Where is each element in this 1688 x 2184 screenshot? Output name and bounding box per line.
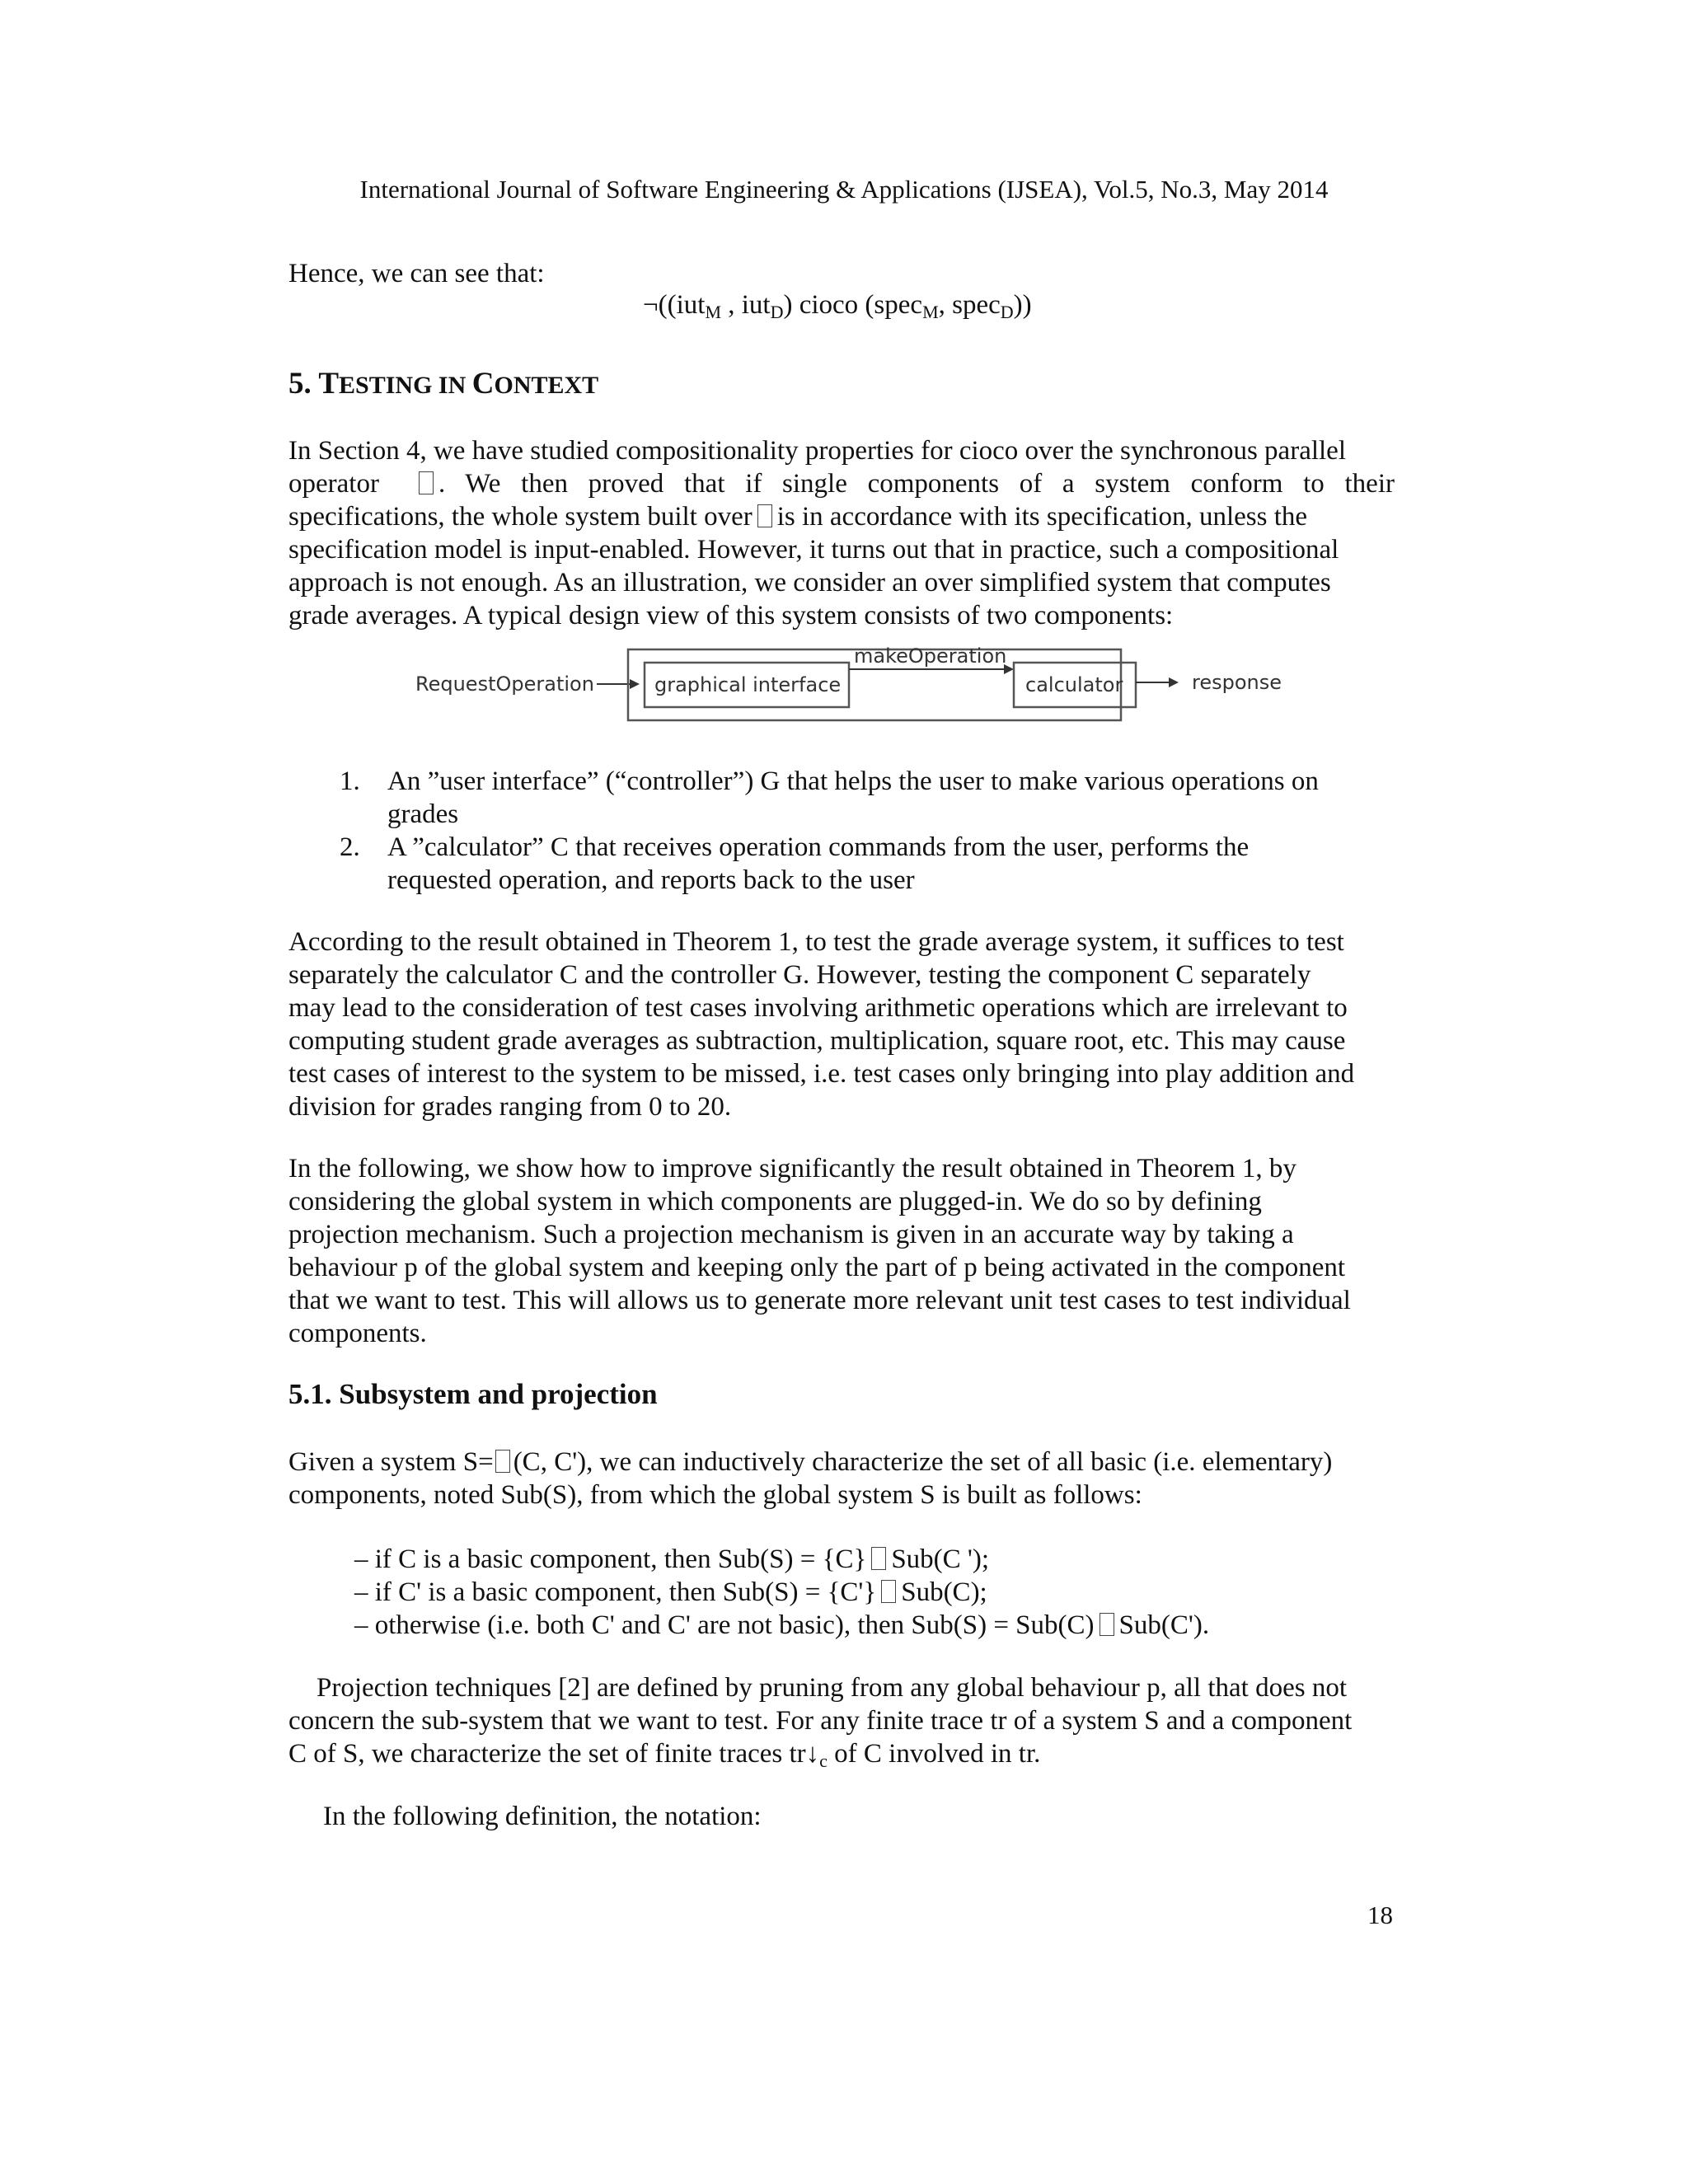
parallel-operator-glyph-icon [757,504,772,527]
list-item: – if C is a basic component, then Sub(S) = {C} Sub(C '); [354,1544,990,1574]
definition-lead-in: In the following definition, the notation: [323,1802,762,1831]
subsection-5-1-heading: 5.1. Subsystem and projection [288,1378,658,1410]
diagram-output-label: response [1192,671,1282,694]
paragraph-projection-intro: In the following, we show how to improve significantly the result obtained in Theorem 1, by considering the global system in which components are plugged-in. We do so by defining projection mechanism. Such a projection mechanism is given in an accurate way by taking a behaviour p of the global system and keeping only the part of p being activated in the component that we want to test. This will allows us to generate more relevant unit test cases to test individual components. [288,1154,1351,1348]
list-item: 2. A ”calculator” C that receives operation commands from the user, performs the requested operation, and reports back to the user [340,832,1250,895]
parallel-operator-glyph-icon [495,1450,510,1473]
sub-definition-cases [354,1543,1395,1642]
journal-header: International Journal of Software Engineering & Applications (IJSEA), Vol.5, No.3, May 2014 [359,175,1329,204]
paragraph-subsystem-definition: Given a system S= (C, C'), we can inductively characterize the set of all basic (i.e. elementary) components, noted Sub(S), from which the global system S is built as follows: [288,1447,1333,1510]
list-item: 1. An ”user interface” (“controller”) G that helps the user to make various operations on grades [340,766,1319,829]
union-glyph-icon [1100,1613,1114,1636]
paragraph-section4-recap: In Section 4, we have studied compositionality properties for cioco over the synchronous parallel operator . We then proved that if single components of a system conform to their specifications, the whole system built over is in accordance with its specification, unless the specification model is input-enabled. However, it turns out that in practice, such a compositional approach is not enough. As an illustration, we consider an over simplified system that computes grade averages. A typical design view of this system consists of two components: [288,436,1395,630]
paragraph-projection-techniques: Projection techniques [2] are defined by pruning from any global behaviour p, all that does not concern the sub-system that we want to test. For any finite trace tr of a system S and a component C of S, we characterize the set of finite traces $tr↓_c$ of C involved in tr. [288,1673,1353,1771]
noncompositionality-formula: ¬((iut$_M$ , iut$_D$) cioco (spec$_M$, spec$_D$)) [643,290,1032,322]
make-operation-label: makeOperation [854,644,1007,668]
system-design-diagram [404,644,1294,727]
calculator-label: calculator [1025,673,1123,696]
section-5-heading: 5. TESTING IN CONTEXT [288,367,599,401]
union-glyph-icon [881,1580,896,1603]
paragraph-theorem1-limits: According to the result obtained in Theorem 1, to test the grade average system, it suffices to test separately the calculator C and the controller G. However, testing the component C separately may lead to the consideration of test cases involving arithmetic operations which are irrelevant to computing student grade averages as subtraction, multiplication, square root, etc. This may cause test cases of interest to the system to be missed, i.e. test cases only bringing into play addition and division for grades ranging from 0 to 20. [288,927,1355,1122]
graphical-interface-label: graphical interface [654,673,842,696]
diagram-input-label: RequestOperation [415,673,594,696]
parallel-operator-glyph-icon [419,471,434,494]
list-item: – if C' is a basic component, then Sub(S) = {C'} Sub(C); [354,1577,987,1607]
intro-line: Hence, we can see that: [288,259,545,288]
union-glyph-icon [871,1547,886,1570]
page-number: 18 [1367,1900,1393,1929]
list-item: – otherwise (i.e. both C' and C' are not basic), then Sub(S) = Sub(C) Sub(C'). [354,1610,1210,1640]
component-list [288,765,1395,897]
